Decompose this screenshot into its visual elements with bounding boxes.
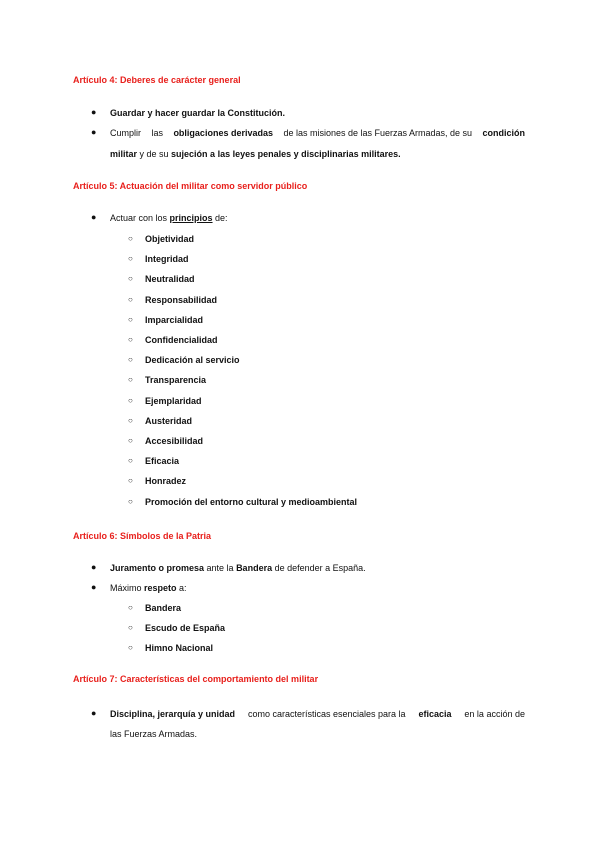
item-text: en la acción de [464, 709, 525, 719]
item-text: obligaciones derivadas [173, 128, 273, 138]
circle-bullet-icon: ○ [128, 496, 133, 506]
circle-bullet-icon: ○ [128, 234, 133, 243]
circle-bullet-icon: ○ [128, 476, 133, 486]
item-text: Máximo [110, 583, 145, 593]
circle-bullet-icon: ○ [128, 623, 133, 632]
item-text: de defender a España. [272, 563, 366, 573]
bullet-icon: ● [91, 127, 97, 137]
heading-articulo-7: Artículo 7: Características del comportamiento del militar [73, 674, 319, 684]
bullet-icon: ● [91, 562, 97, 572]
item-text: respeto [144, 583, 177, 593]
list-item-principios [110, 213, 228, 223]
list-item-respeto [110, 583, 187, 593]
sublist-item: Ejemplaridad [145, 395, 202, 406]
item-text: de las misiones de las Fuerzas Armadas, de su [283, 128, 473, 138]
sublist-item: Accesibilidad [145, 436, 204, 446]
sublist-item: Escudo de España [145, 623, 226, 633]
sublist-item: Himno Nacional [145, 643, 214, 653]
list-item-obligaciones-line1 [110, 128, 525, 138]
sublist-item: Dedicación al servicio [145, 355, 240, 366]
circle-bullet-icon: ○ [128, 415, 133, 425]
item-text: Disciplina, jerarquía y unidad [110, 709, 236, 719]
bullet-icon: ● [91, 107, 97, 117]
heading-articulo-5: Artículo 5: Actuación del militar como servidor público [73, 181, 308, 191]
item-text: eficacia [418, 709, 452, 719]
circle-bullet-icon: ○ [128, 254, 133, 264]
circle-bullet-icon: ○ [128, 314, 133, 324]
sublist-item: Transparencia [145, 375, 207, 386]
list-item-disciplina-line1 [110, 709, 525, 719]
heading-articulo-6: Artículo 6: Símbolos de la Patria [73, 531, 212, 541]
sublist-item: Eficacia [145, 456, 180, 467]
item-text: ante la [204, 563, 237, 573]
circle-bullet-icon: ○ [128, 294, 133, 304]
circle-bullet-icon: ○ [128, 456, 133, 466]
circle-bullet-icon: ○ [128, 603, 133, 612]
sublist-item: Responsabilidad [145, 294, 218, 305]
item-text: las [151, 128, 163, 138]
heading-articulo-4: Artículo 4: Deberes de carácter general [73, 75, 241, 85]
item-text: militar [110, 149, 138, 159]
item-text: a: [176, 583, 187, 593]
sublist-item: Honradez [145, 476, 187, 487]
sublist-item: Imparcialidad [145, 314, 204, 325]
item-text: sujeción a las leyes penales y disciplinarias militares. [171, 149, 401, 159]
item-text: principios [169, 213, 213, 223]
bullet-icon: ● [91, 212, 97, 222]
circle-bullet-icon: ○ [128, 335, 133, 344]
item-text: las Fuerzas Armadas. [110, 729, 198, 739]
item-text: Bandera [236, 563, 273, 573]
sublist-item: Integridad [145, 254, 189, 265]
circle-bullet-icon: ○ [128, 643, 133, 652]
sublist-item: Promoción del entorno cultural y medioambiental [145, 496, 358, 507]
sublist-item: Austeridad [145, 415, 193, 426]
circle-bullet-icon: ○ [128, 375, 133, 385]
list-item-obligaciones-line2 [110, 149, 401, 159]
item-text: condición [482, 128, 525, 138]
sublist-item: Confidencialidad [145, 335, 218, 345]
sublist-item: Objetividad [145, 234, 195, 244]
circle-bullet-icon: ○ [128, 436, 133, 445]
sublist-item: Neutralidad [145, 274, 195, 285]
bullet-icon: ● [91, 582, 97, 592]
item-text: Juramento o promesa [110, 563, 205, 573]
circle-bullet-icon: ○ [128, 395, 133, 405]
item-text: como características esenciales para la [247, 709, 406, 719]
list-item-disciplina-line2 [110, 729, 197, 739]
circle-bullet-icon: ○ [128, 355, 133, 365]
item-text: de: [212, 213, 228, 223]
sublist-item: Bandera [145, 603, 182, 613]
bullet-icon: ● [91, 708, 97, 718]
item-text: Guardar y hacer guardar la Constitución. [110, 108, 286, 118]
list-item-juramento [110, 563, 366, 573]
item-text: Actuar con los [110, 213, 170, 223]
circle-bullet-icon: ○ [128, 274, 133, 284]
item-text: Cumplir [110, 128, 142, 138]
list-item-constitucion [110, 108, 285, 118]
item-text: y de su [137, 149, 172, 159]
